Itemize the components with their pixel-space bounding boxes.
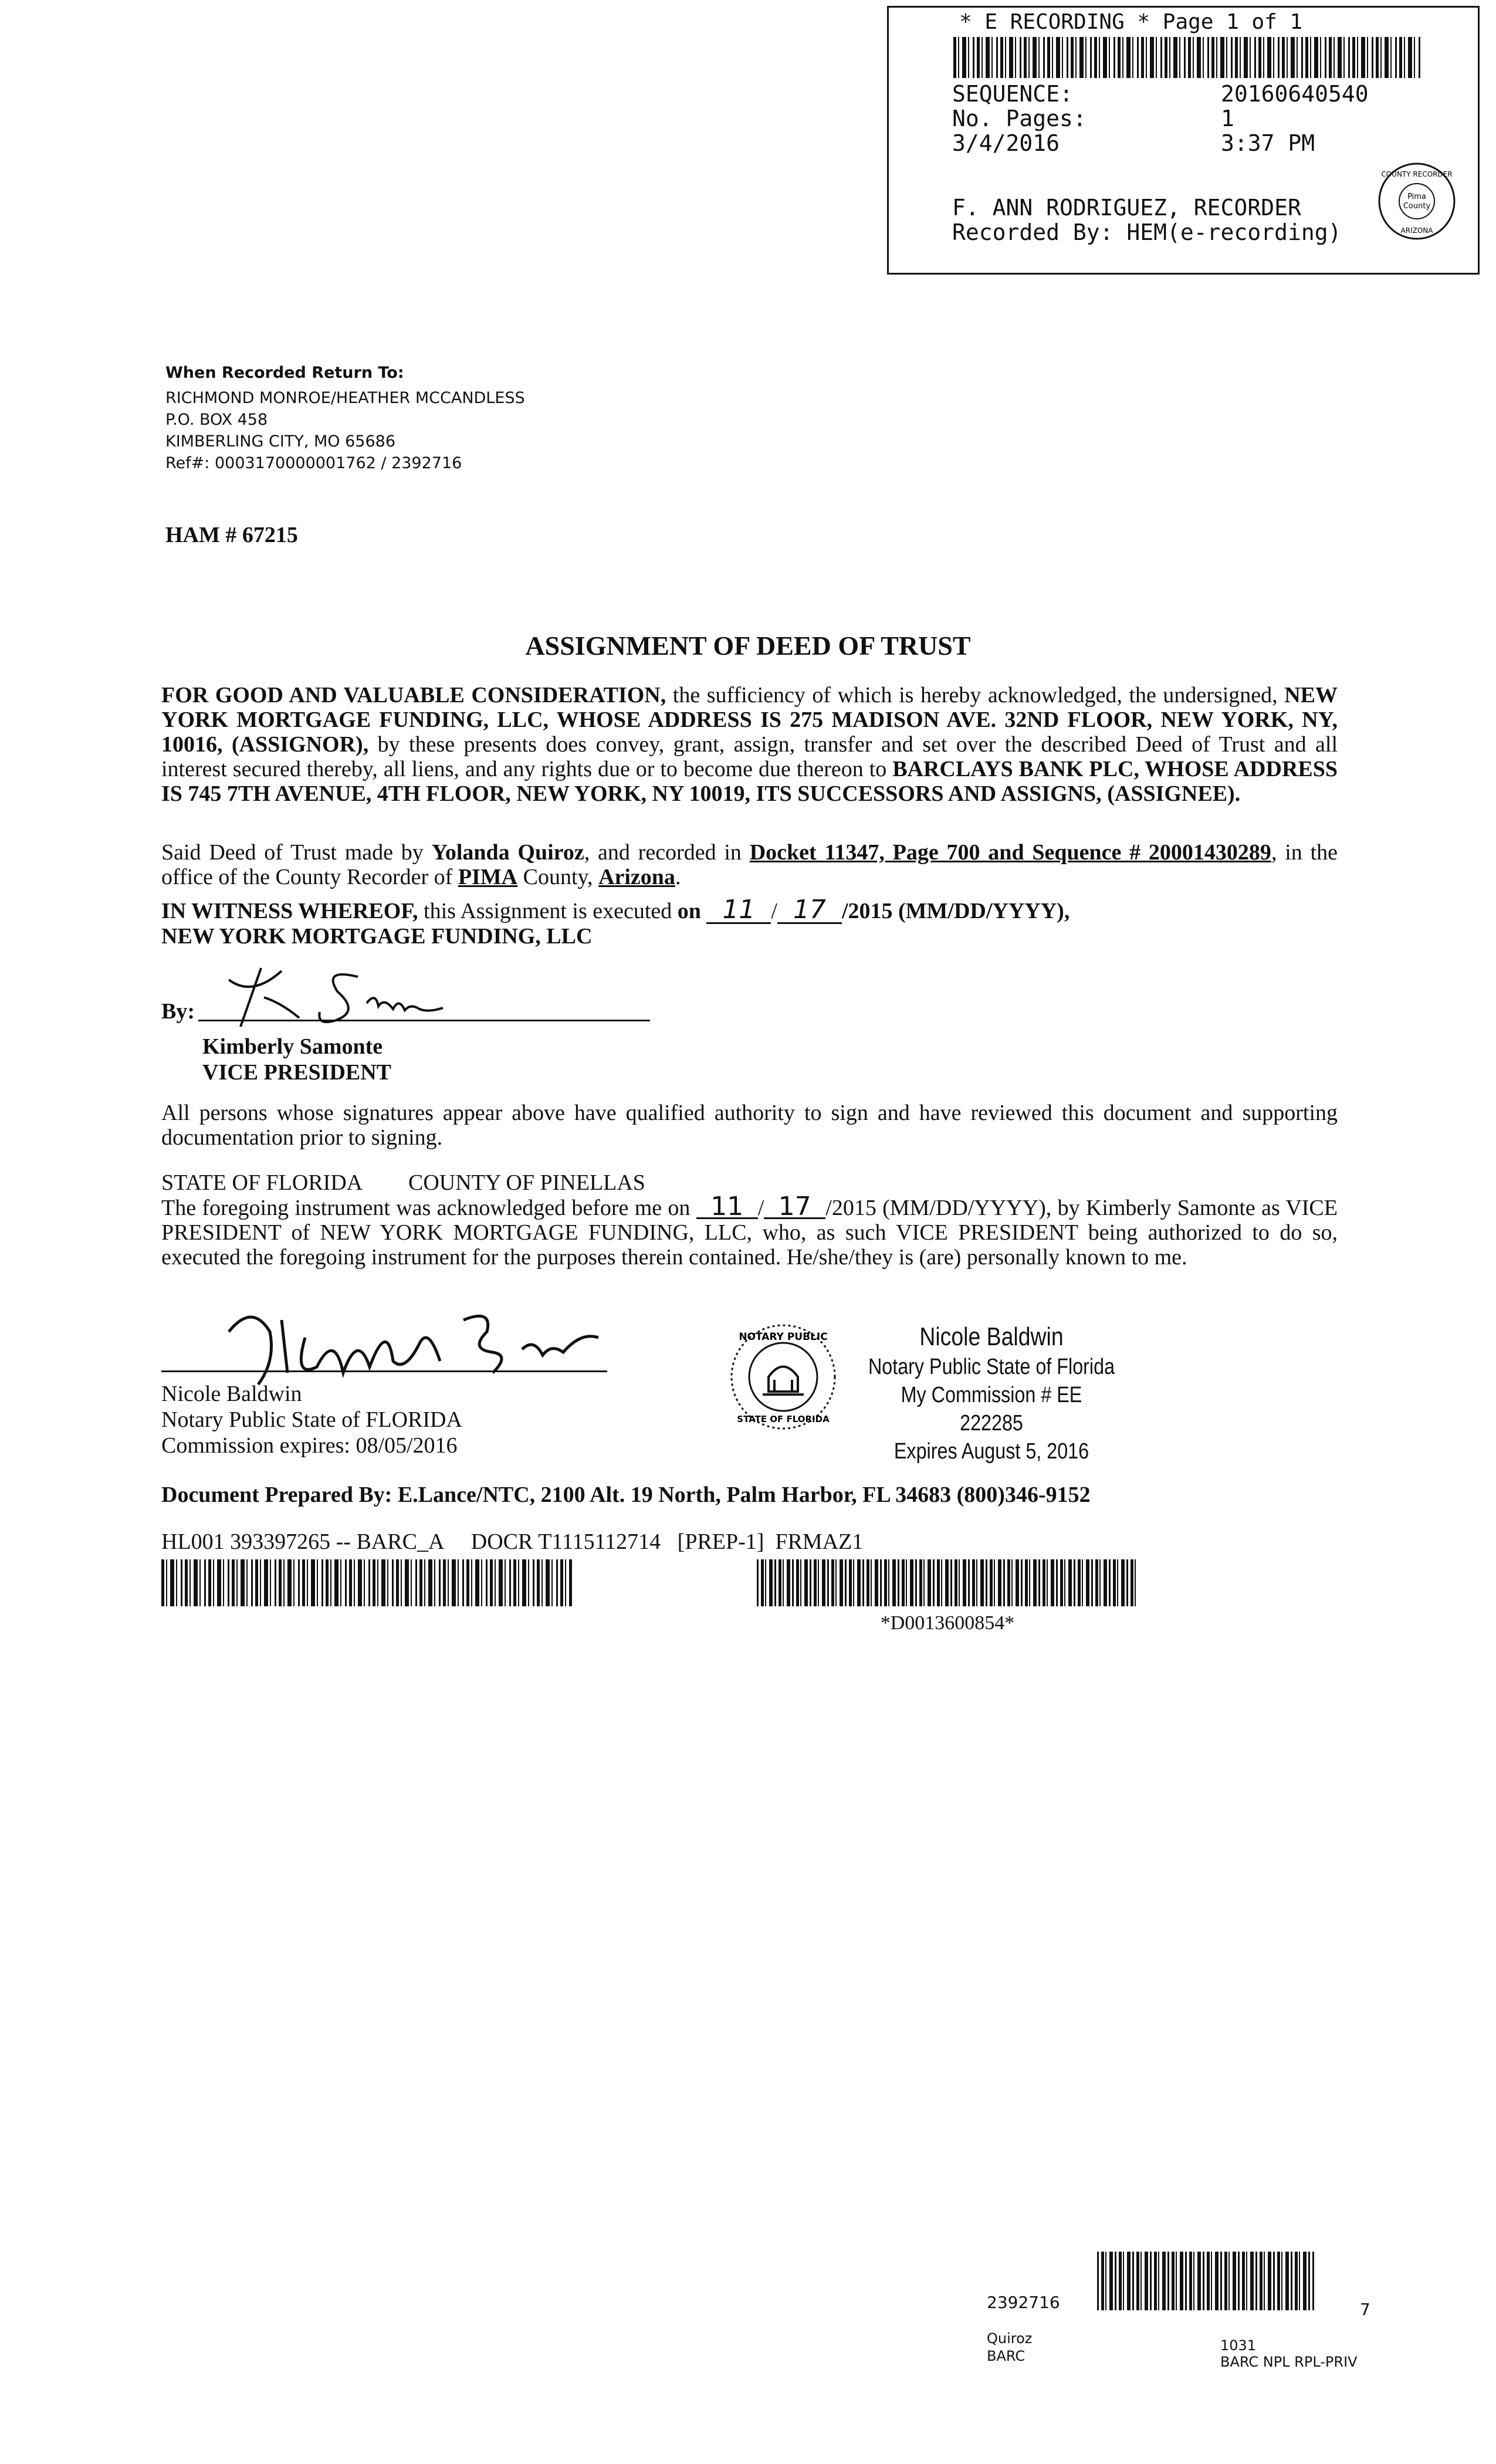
witness-lead: IN WITNESS WHEREOF, xyxy=(161,899,418,923)
notary-seal xyxy=(727,1321,839,1433)
stamp-name: Nicole Baldwin xyxy=(919,1322,1064,1351)
return-to-address xyxy=(165,387,525,474)
deed-text-4: County, xyxy=(517,865,599,889)
ack-day: 17 xyxy=(764,1196,825,1219)
county-recorder-seal xyxy=(1376,160,1458,242)
recording-barcode xyxy=(953,37,1423,78)
document-codes: HL001 393397265 -- BARC_A DOCR T1115112714 [PREP-1] FRMAZ1 xyxy=(161,1529,864,1554)
witness-on: on xyxy=(677,899,701,923)
by-label: By: xyxy=(161,999,195,1024)
svg-text:NOTARY PUBLIC: NOTARY PUBLIC xyxy=(739,1331,828,1343)
return-to-heading: When Recorded Return To: xyxy=(165,364,404,382)
svg-text:County: County xyxy=(1403,202,1431,211)
notary-name: Nicole Baldwin xyxy=(161,1382,302,1406)
return-to-line: P.O. BOX 458 xyxy=(165,411,268,429)
execution-year: /2015 (MM/DD/YYYY), xyxy=(841,899,1070,923)
return-to-line: KIMBERLING CITY, MO 65686 xyxy=(165,432,396,451)
signer-signature xyxy=(217,956,463,1033)
pages-value: 1 xyxy=(1221,106,1234,131)
return-to-line: Ref#: 0003170000001762 / 2392716 xyxy=(165,454,462,472)
witness-line xyxy=(161,895,1070,925)
document-barcode-left xyxy=(161,1559,572,1606)
footer-description: BARC NPL RPL-PRIV xyxy=(1220,2354,1358,2370)
assignor: NEW YORK MORTGAGE FUNDING, LLC, WHOSE ADDRESS IS 275 MADISON AVE. 32ND FLOOR, NEW YORK, NY, 10016, (ASSIGNOR), xyxy=(161,683,1338,757)
stamp-line-1: Notary Public State of Florida xyxy=(868,1355,1115,1379)
assignee: BARCLAYS BANK PLC, WHOSE ADDRESS IS 745 7TH AVENUE, 4TH FLOOR, NEW YORK, NY 10019, ITS SUCCESSORS AND ASSIGNS, (ASSIGNEE). xyxy=(161,757,1338,806)
deed-text-3: , in the office of the County Recorder of xyxy=(161,840,1338,889)
sequence-value: 20160640540 xyxy=(1221,81,1369,107)
consideration-text-1: the sufficiency of which is hereby acknowledged, the undersigned, xyxy=(666,683,1285,708)
deed-text-1: Said Deed of Trust made by xyxy=(161,840,432,865)
return-to-line: RICHMOND MONROE/HEATHER MCCANDLESS xyxy=(165,389,525,407)
borrower-name: Yolanda Quiroz xyxy=(431,840,584,865)
execution-day: 17 xyxy=(777,898,842,924)
svg-text:STATE OF FLORIDA: STATE OF FLORIDA xyxy=(737,1414,830,1424)
deed-reference-paragraph xyxy=(161,840,1338,889)
witness-text: this Assignment is executed xyxy=(418,899,678,923)
footer-page-number: 7 xyxy=(1360,2300,1370,2319)
prepared-by: Document Prepared By: E.Lance/NTC, 2100 Alt. 19 North, Palm Harbor, FL 34683 (800)346-9152 xyxy=(161,1483,1091,1507)
sequence-label: SEQUENCE: xyxy=(952,81,1073,107)
authority-statement: All persons whose signatures appear above have qualified authority to sign and have reviewed this document and supporting documentation prior to signing. xyxy=(161,1101,1338,1150)
document-title: ASSIGNMENT OF DEED OF TRUST xyxy=(525,631,971,661)
state-name: Arizona xyxy=(598,865,675,889)
recorded-by: Recorded By: HEM(e-recording) xyxy=(952,219,1342,245)
date-separator: / xyxy=(771,899,777,923)
witness-company: NEW YORK MORTGAGE FUNDING, LLC xyxy=(161,924,593,949)
recording-box xyxy=(887,6,1480,275)
document-id: *D0013600854* xyxy=(880,1612,1015,1634)
notary-state: STATE OF FLORIDA xyxy=(161,1170,363,1195)
deed-text-5: . xyxy=(675,865,681,889)
ham-number: HAM # 67215 xyxy=(165,523,298,547)
execution-month: 11 xyxy=(706,898,771,924)
recording-date: 3/4/2016 xyxy=(952,130,1060,156)
footer-code: 1031 xyxy=(1220,2337,1257,2354)
svg-text:Pima: Pima xyxy=(1407,192,1426,201)
svg-text:ARIZONA: ARIZONA xyxy=(1400,226,1433,235)
notary-county: COUNTY OF PINELLAS xyxy=(408,1170,645,1195)
ack-month: 11 xyxy=(696,1196,758,1219)
recording-time: 3:37 PM xyxy=(1221,130,1315,156)
svg-text:COUNTY RECORDER: COUNTY RECORDER xyxy=(1381,170,1453,178)
stamp-text xyxy=(845,1321,1138,1465)
footer-bank: BARC xyxy=(987,2348,1025,2364)
footer-barcode xyxy=(1097,2252,1314,2310)
recorder-name: F. ANN RODRIGUEZ, RECORDER xyxy=(952,195,1301,221)
notary-commission-expires: Commission expires: 08/05/2016 xyxy=(161,1433,458,1458)
ack-text-1: The foregoing instrument was acknowledged before me on xyxy=(161,1196,696,1220)
ack-text-2: /2015 (MM/DD/YYYY), by Kimberly Samonte as VICE PRESIDENT of NEW YORK MORTGAGE FUNDING, LLC, who, as such VICE PRESIDENT being authorized to do so, executed the foregoing instrument for the purposes therein contained. He/she/they is (are) personally known to me. xyxy=(161,1196,1338,1270)
consideration-lead: FOR GOOD AND VALUABLE CONSIDERATION, xyxy=(161,683,666,708)
notary-title: Notary Public State of FLORIDA xyxy=(161,1407,462,1432)
docket-reference: Docket 11347, Page 700 and Sequence # 20001430289 xyxy=(749,840,1271,865)
deed-text-2: , and recorded in xyxy=(584,840,750,865)
footer-number: 2392716 xyxy=(987,2293,1060,2312)
consideration-paragraph xyxy=(161,683,1338,806)
recording-header: * E RECORDING * Page 1 of 1 xyxy=(959,10,1303,34)
stamp-line-2: My Commission # EE 222285 xyxy=(901,1383,1082,1436)
document-barcode-right xyxy=(757,1559,1138,1606)
pages-label: No. Pages: xyxy=(952,106,1087,131)
acknowledgement-paragraph: The foregoing instrument was acknowledged before me on 11 / 17 /2015 (MM/DD/YYYY), by Kimberly Samonte as VICE PRESIDENT of NEW YORK MORTGAGE FUNDING, LLC, who, as such VICE PRESIDENT being authorized to do so, executed the foregoing instrument for the purposes therein contained. He/she/they is (are) personally known to me. xyxy=(161,1192,1338,1270)
signer-name: Kimberly Samonte xyxy=(202,1034,383,1059)
consideration-text-2: by these presents does convey, grant, assign, transfer and set over the described Deed of Trust and all interest secured thereby, all liens, and any rights due or to become due thereon to xyxy=(161,732,1338,781)
signer-title: VICE PRESIDENT xyxy=(202,1060,392,1085)
county-name: PIMA xyxy=(458,865,518,889)
footer-name: Quiroz xyxy=(987,2330,1033,2347)
stamp-line-3: Expires August 5, 2016 xyxy=(893,1439,1089,1464)
